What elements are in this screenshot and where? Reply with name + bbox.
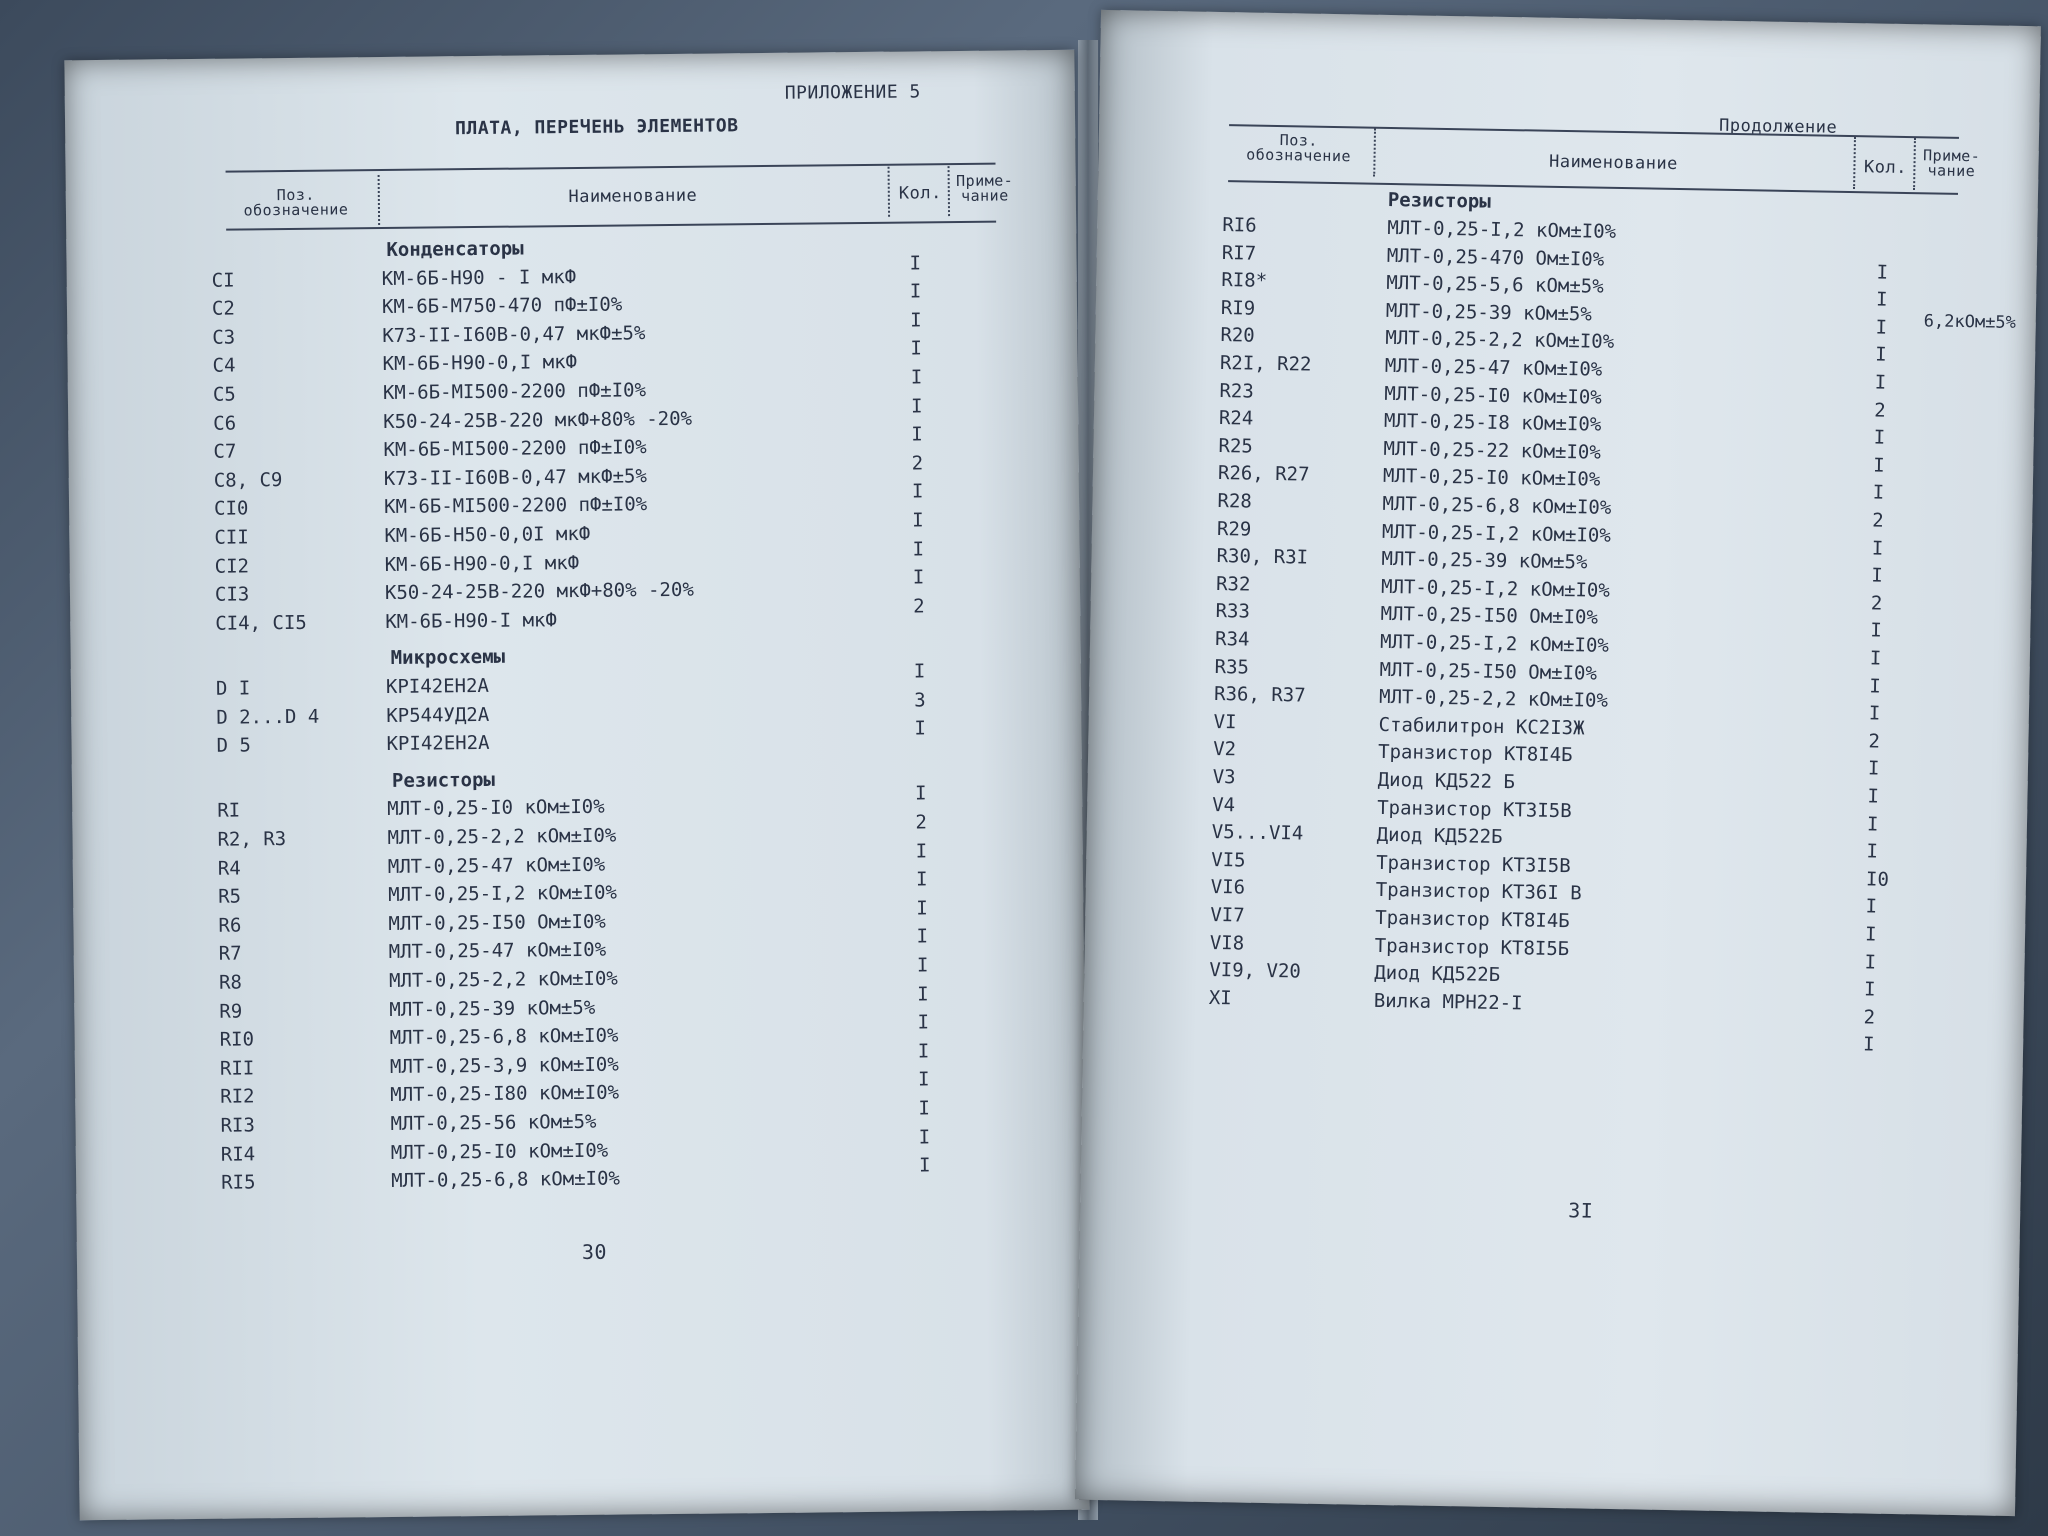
row-quantity: I [1866, 840, 1879, 863]
row-quantity: I [1871, 537, 1884, 560]
row-name: МЛТ-0,25-I,2 кОм±I0% [1381, 520, 1611, 547]
row-position: R7 [218, 942, 242, 966]
row-position: C2 [211, 297, 235, 320]
row-position: R24 [1218, 407, 1254, 430]
row-quantity: I [915, 868, 928, 891]
row-position: RI0 [219, 1028, 255, 1051]
row-name: К50-24-25В-220 мкФ+80% -20% [384, 578, 694, 605]
row-quantity: 2 [913, 595, 925, 618]
row-position: CI2 [214, 555, 250, 578]
row-position: R36, R37 [1213, 683, 1306, 707]
section-title: Микросхемы [390, 646, 506, 670]
row-name: МЛТ-0,25-I8 кОм±I0% [1383, 410, 1602, 436]
right-page [1075, 10, 2041, 1516]
row-quantity: I [918, 1125, 931, 1149]
row-quantity: I [916, 897, 928, 920]
header-note: Приме- чание [1922, 146, 1981, 181]
row-name: КМ-6Б-Н90 - I мкФ [381, 265, 577, 290]
row-quantity: I [1872, 481, 1885, 505]
header-name: Наименование [568, 185, 698, 208]
row-quantity: I [1874, 343, 1887, 367]
row-name: КМ-6Б-МI500-2200 пФ±I0% [382, 379, 647, 405]
row-quantity: 3 [914, 688, 926, 712]
header-pos: Поз. обозначение [243, 185, 349, 220]
row-position: RI [217, 799, 241, 823]
header-note: Приме- чание [956, 171, 1014, 205]
row-quantity: I [914, 717, 926, 740]
row-quantity: I [909, 251, 922, 275]
row-name: КМ-6Б-Н90-0,I мкФ [382, 351, 578, 376]
row-quantity: I [1867, 785, 1880, 808]
row-position: C3 [212, 326, 236, 349]
row-name: МЛТ-0,25-I0 кОм±I0% [390, 1139, 609, 1164]
row-name: МЛТ-0,25-I0 кОм±I0% [387, 796, 605, 821]
row-position: CI [211, 269, 235, 292]
row-position: R33 [1215, 600, 1251, 623]
row-position: C7 [213, 440, 237, 463]
row-quantity: I [1870, 619, 1882, 643]
row-quantity: I [917, 1040, 930, 1063]
row-name: МЛТ-0,25-I,2 кОм±I0% [1380, 575, 1610, 602]
row-position: CII [214, 526, 249, 549]
row-name: МЛТ-0,25-22 кОм±I0% [1383, 437, 1601, 464]
row-position: R23 [1219, 379, 1254, 403]
row-name: МЛТ-0,25-2,2 кОм±I0% [1378, 686, 1609, 713]
row-name: МЛТ-0,25-I,2 кОм±I0% [1387, 216, 1617, 243]
row-name: КМ-6Б-Н50-0,0I мкФ [384, 522, 591, 548]
row-name: МЛТ-0,25-I50 Ом±I0% [1379, 658, 1598, 685]
row-name: МЛТ-0,25-47 кОм±I0% [388, 939, 607, 964]
row-quantity: I [917, 1011, 930, 1034]
row-quantity: I [1873, 426, 1886, 449]
row-name: Диод КД522Б [1374, 962, 1501, 987]
row-name: Диод КД522 Б [1377, 768, 1516, 794]
row-position: R6 [218, 914, 242, 937]
row-name: МЛТ-0,25-6,8 кОм±I0% [391, 1167, 621, 1193]
row-quantity: I [912, 566, 925, 589]
row-position: R4 [217, 857, 241, 880]
row-quantity: 2 [1863, 1006, 1876, 1029]
row-quantity: I [917, 1068, 930, 1091]
row-quantity: I [1873, 454, 1885, 477]
row-name: Диод КД522Б [1376, 824, 1503, 849]
row-position: R30, R3I [1216, 545, 1309, 569]
row-position: RI2 [220, 1085, 255, 1109]
row-name: Транзистор КТ8I4Б [1375, 906, 1570, 933]
row-name: МЛТ-0,25-I80 кОм±I0% [390, 1081, 620, 1107]
page-number: 30 [581, 1239, 608, 1264]
row-position: C8, C9 [213, 468, 283, 492]
row-position: D I [215, 677, 251, 700]
row-name: МЛТ-0,25-47 кОм±I0% [1384, 354, 1603, 381]
row-name: КМ-6Б-Н90-0,I мкФ [384, 551, 580, 576]
row-position: D 2...D 4 [216, 705, 320, 729]
row-quantity: I [1867, 757, 1880, 780]
row-quantity: I [1869, 675, 1882, 698]
row-name: Вилка МРН22-I [1373, 989, 1523, 1015]
row-position: R9 [219, 1000, 243, 1023]
row-name: МЛТ-0,25-39 кОм±5% [1381, 548, 1588, 574]
row-position: VI8 [1209, 931, 1245, 955]
table-top-rule [226, 163, 996, 173]
row-quantity: I [911, 480, 924, 503]
row-position: RII [219, 1057, 255, 1080]
row-quantity: I [1875, 288, 1888, 311]
row-position: R8 [218, 971, 243, 994]
row-quantity: 2 [915, 811, 927, 834]
row-name: МЛТ-0,25-39 кОм±5% [389, 996, 596, 1021]
row-quantity: I [915, 839, 928, 863]
row-name: К73-II-I60В-0,47 мкФ±5% [383, 465, 647, 490]
header-pos: Поз. обозначение [1245, 131, 1352, 166]
section-title: Конденсаторы [386, 237, 524, 261]
row-position: R34 [1214, 627, 1250, 651]
row-position: CI0 [213, 497, 249, 521]
row-name: Транзистор КТ36I В [1375, 879, 1582, 905]
row-quantity: I [910, 366, 923, 389]
row-note: 6,2кОм±5% [1923, 311, 2017, 333]
row-quantity: I [917, 982, 929, 1006]
row-name: МЛТ-0,25-I50 Ом±I0% [1380, 603, 1599, 630]
row-position: XI [1208, 986, 1232, 1010]
page-title: ПЛАТА, ПЕРЕЧЕНЬ ЭЛЕМЕНТОВ [455, 115, 739, 140]
row-name: МЛТ-0,25-6,8 кОм±I0% [389, 1024, 619, 1050]
row-position: R20 [1220, 324, 1255, 348]
row-position: V3 [1212, 765, 1236, 789]
row-position: R5 [218, 885, 242, 908]
row-name: К73-II-I60В-0,47 мкФ±5% [382, 322, 646, 347]
row-position: V4 [1212, 793, 1236, 816]
row-quantity: I [1875, 316, 1888, 339]
row-quantity: I [1862, 1033, 1875, 1056]
row-position: VI [1213, 710, 1237, 734]
row-name: КМ-6Б-МI500-2200 пФ±I0% [383, 493, 648, 519]
row-position: V2 [1212, 738, 1237, 761]
page-number: 3I [1567, 1198, 1594, 1223]
row-quantity: I [1874, 371, 1887, 394]
row-name: МЛТ-0,25-5,6 кОм±5% [1386, 272, 1604, 298]
row-position: CI3 [214, 583, 250, 606]
row-name: Стабилитрон КС2I3Ж [1378, 713, 1585, 740]
row-name: КМ-6Б-Н90-I мкФ [385, 608, 557, 633]
row-name: КМ-6Б-МI500-2200 пФ±I0% [383, 436, 647, 462]
table-header-rule [1228, 180, 1958, 195]
row-quantity: I [916, 925, 929, 948]
row-name: МЛТ-0,25-I0 кОм±I0% [1382, 465, 1601, 492]
row-position: RI8* [1221, 269, 1268, 293]
row-position: R25 [1218, 434, 1253, 458]
row-name: МЛТ-0,25-I50 Ом±I0% [388, 910, 606, 935]
continuation-label: Продолжение [1718, 115, 1838, 138]
row-position: RI6 [1222, 214, 1257, 237]
row-name: КМ-6Б-М750-470 пФ±I0% [381, 293, 623, 319]
row-position: R2, R3 [217, 828, 287, 851]
row-position: C5 [212, 383, 236, 406]
row-name: МЛТ-0,25-I0 кОм±I0% [1384, 382, 1602, 409]
row-quantity: I [1864, 950, 1877, 974]
row-quantity: I [1865, 895, 1878, 918]
row-quantity: I [910, 337, 923, 360]
row-name: Транзистор КТ8I4Б [1377, 741, 1573, 767]
row-name: МЛТ-0,25-470 Ом±I0% [1386, 244, 1605, 271]
section-title: Резисторы [1387, 188, 1491, 213]
row-name: МЛТ-0,25-I,2 кОм±I0% [1379, 630, 1610, 657]
row-quantity: I [1864, 923, 1877, 946]
row-quantity: 2 [1874, 399, 1886, 422]
row-position: C4 [212, 354, 236, 378]
row-quantity: I [918, 1097, 930, 1120]
row-name: МЛТ-0,25-I,2 кОм±I0% [388, 881, 618, 907]
row-quantity: I [911, 423, 923, 446]
row-position: VI9, V20 [1209, 959, 1302, 983]
row-quantity: I [1868, 702, 1881, 725]
row-position: RI3 [220, 1114, 255, 1137]
row-position: VI7 [1210, 903, 1245, 927]
row-name: КРI42ЕН2А [385, 674, 490, 698]
row-quantity: 2 [1872, 509, 1884, 532]
row-name: МЛТ-0,25-39 кОм±5% [1385, 299, 1592, 326]
row-quantity: I0 [1865, 868, 1890, 891]
header-qty: Кол. [898, 183, 942, 204]
row-name: МЛТ-0,25-2,2 кОм±I0% [388, 967, 618, 992]
row-position: VI6 [1210, 876, 1246, 899]
row-name: Транзистор КТ3I5В [1377, 796, 1572, 822]
row-position: CI4, CI5 [215, 611, 307, 635]
row-position: RI9 [1220, 296, 1256, 320]
row-quantity: I [1863, 978, 1876, 1001]
row-position: R26, R27 [1217, 462, 1310, 487]
row-quantity: I [910, 309, 922, 332]
row-quantity: I [914, 782, 927, 805]
left-page [64, 50, 1089, 1520]
row-quantity: I [916, 954, 929, 977]
row-quantity: 2 [911, 452, 924, 475]
row-position: RI5 [221, 1171, 256, 1194]
row-quantity: I [1876, 261, 1889, 284]
row-position: VI5 [1211, 848, 1246, 872]
table-header-rule [226, 221, 996, 231]
row-name: КР544УД2А [386, 703, 490, 727]
row-quantity: I [1869, 647, 1882, 670]
row-position: C6 [213, 412, 237, 435]
row-name: МЛТ-0,25-3,9 кОм±I0% [389, 1053, 619, 1078]
row-quantity: I [1871, 564, 1883, 587]
row-position: RI7 [1221, 241, 1257, 265]
section-title: Резисторы [391, 768, 496, 792]
row-name: Транзистор КТ8I5Б [1374, 934, 1570, 960]
row-position: R28 [1217, 490, 1253, 513]
header-name: Наименование [1548, 151, 1679, 174]
row-position: R35 [1214, 655, 1250, 679]
row-quantity: I [909, 280, 922, 303]
appendix-label: ПРИЛОЖЕНИЕ 5 [784, 81, 921, 104]
row-position: RI4 [220, 1142, 256, 1166]
row-quantity: 2 [1868, 730, 1881, 753]
row-position: R32 [1215, 572, 1251, 596]
row-quantity: I [912, 537, 925, 561]
row-position: D 5 [216, 734, 252, 757]
row-name: МЛТ-0,25-6,8 кОм±I0% [1382, 492, 1612, 519]
row-name: МЛТ-0,25-47 кОм±I0% [387, 853, 606, 878]
header-qty: Кол. [1863, 157, 1908, 178]
row-quantity: I [912, 509, 924, 532]
row-quantity: I [910, 394, 923, 418]
row-position: R29 [1216, 517, 1252, 541]
row-quantity: I [1866, 812, 1879, 836]
row-name: МЛТ-0,25-2,2 кОм±I0% [387, 824, 617, 849]
row-position: R2I, R22 [1219, 352, 1312, 376]
row-quantity: I [918, 1154, 931, 1177]
row-name: К50-24-25В-220 мкФ+80% -20% [383, 407, 693, 433]
row-name: КРI42ЕН2А [386, 732, 490, 756]
row-name: Транзистор КТ3I5В [1376, 851, 1571, 878]
row-quantity: I [913, 660, 926, 683]
row-position: V5...VI4 [1211, 821, 1304, 845]
row-name: МЛТ-0,25-2,2 кОм±I0% [1385, 327, 1615, 354]
row-name: МЛТ-0,25-56 кОм±5% [390, 1110, 597, 1135]
row-quantity: 2 [1870, 592, 1883, 615]
